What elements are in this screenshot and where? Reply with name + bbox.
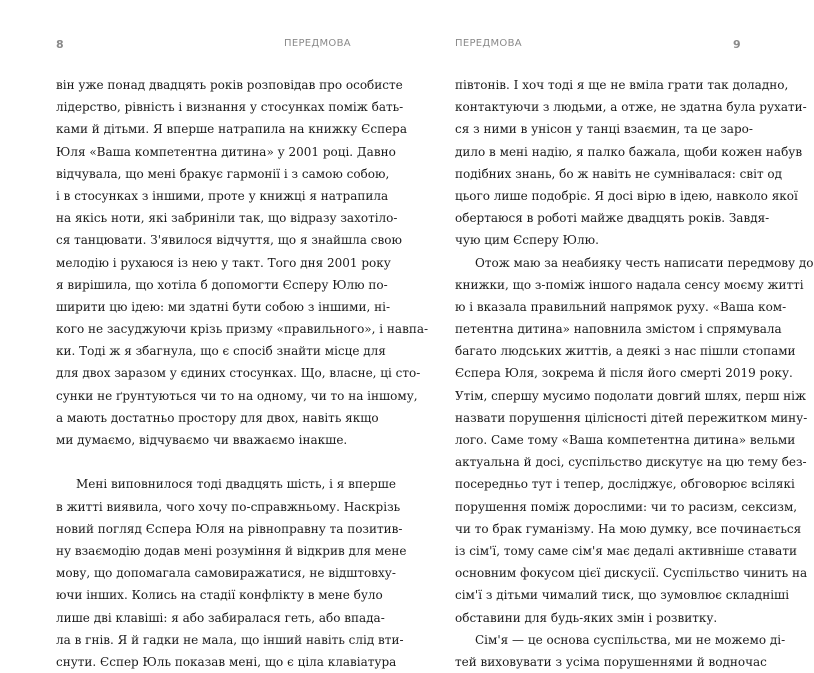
text-line: Мені виповнилося тоді двадцять шість, і я вперше xyxy=(76,477,396,492)
text-line: а мають достатньо простору для двох, навіть якщо xyxy=(56,410,379,425)
text-line: для двох заразом у єдиних стосунках. Що, власне, ці сто- xyxy=(56,366,421,381)
paragraph-gap xyxy=(56,451,344,473)
text-line: лідерство, рівність і визнання у стосунках поміж бать- xyxy=(56,100,404,115)
text-line: на якісь ноти, які забриніли так, що відразу захотіло- xyxy=(56,211,398,226)
text-line: петентна дитина» наповнила змістом і спрямувала xyxy=(455,322,782,337)
paragraph xyxy=(56,473,407,673)
text-line: ну взаємодію додав мені розуміння й відкрив для мене xyxy=(56,543,407,558)
body-text xyxy=(56,74,429,673)
text-line: подібних знань, бо ж навіть не сумнівалася: світ од xyxy=(455,166,783,181)
text-line: Єспера Юля, зокрема й після його смерті 2019 року. xyxy=(455,366,793,381)
text-line: снути. Єспер Юль показав мені, що є ціла клавіатура xyxy=(56,654,397,669)
text-line: контактуючи з людьми, а отже, не здатна була рухати- xyxy=(455,100,807,115)
text-line: півтонів. І хоч тоді я ще не вміла грати так доладно, xyxy=(455,78,789,92)
text-line: ючи інших. Колись на стадії конфлікту в мене було xyxy=(56,588,383,603)
text-line: відчувала, що мені бракує гармонії і з самою собою, xyxy=(56,166,390,181)
text-line: тей виховувати з усіма порушеннями й водночас xyxy=(455,654,767,669)
paragraph xyxy=(455,629,786,673)
paragraph xyxy=(455,74,807,252)
body-text xyxy=(455,74,814,673)
page-number: 8 xyxy=(56,38,64,51)
text-line: Юля «Ваша компетентна дитина» у 2001 році. Давно xyxy=(56,144,396,159)
text-line: ся з ними в унісон у танці взаємин, та це заро- xyxy=(455,122,753,137)
page-number: 9 xyxy=(733,38,741,51)
running-head: ПЕРЕДМОВА xyxy=(284,38,351,49)
text-line: Утім, спершу мусимо подолати довгий шлях, перш ніж xyxy=(455,388,807,403)
text-line: мову, що допомагала самовиражатися, не відштовху- xyxy=(56,566,396,581)
text-line: ками й дітьми. Я вперше натрапила на книжку Єспера xyxy=(56,122,408,137)
text-line: ки. Тоді ж я збагнула, що є спосіб знайти місце для xyxy=(56,344,386,359)
text-line: лого. Саме тому «Ваша компетентна дитина» вельми xyxy=(455,433,796,447)
text-line: я вирішила, що хотіла б допомогти Єсперу Юлю по- xyxy=(56,277,388,292)
text-line: мелодію і рухаюся із нею у такт. Того дня 2001 року xyxy=(56,255,391,270)
text-line: ширити цю ідею: ми здатні бути собою з іншими, ні- xyxy=(56,299,391,314)
text-line: сім'ї з дітьми чималий тиск, що зумовлює складніші xyxy=(455,588,790,603)
text-line: назвати порушення цілісності дітей пережитком мину- xyxy=(455,410,808,425)
right-page xyxy=(400,0,814,669)
text-line: чи то брак гуманізму. На мою думку, все починається xyxy=(455,521,802,536)
text-line: актуальна й досі, суспільство дискутує на цю тему без- xyxy=(455,455,807,470)
text-line: в житті виявила, чого хочу по-справжньому. Наскрізь xyxy=(56,499,401,514)
text-line: Отож маю за неабияку честь написати передмову до xyxy=(475,255,814,270)
text-line: ся танцювати. З'явилося відчуття, що я знайшла свою xyxy=(56,233,402,248)
text-line: кого не засуджуючи крізь призму «правильного», і навпа- xyxy=(56,322,429,337)
paragraph xyxy=(455,252,814,629)
text-line: новий погляд Єспера Юля на рівноправну та позитив- xyxy=(56,521,403,536)
text-line: і в стосунках з іншими, проте у книжці я натрапила xyxy=(56,188,389,203)
text-line: книжки, що з-поміж іншого надала сенсу моєму житті xyxy=(455,277,804,292)
text-line: сунки не ґрунтуються чи то на одному, чи то на іншому, xyxy=(56,388,418,403)
text-line: він уже понад двадцять років розповідав про особисте xyxy=(56,78,403,92)
text-line: дило в мені надію, я палко бажала, щоби кожен набув xyxy=(455,144,803,159)
text-line: цього лише подобріє. Я досі вірю в ідею, навколо якої xyxy=(455,188,798,203)
text-line: порушення поміж дорослими: чи то расизм, сексизм, xyxy=(455,499,798,514)
text-line: ла в гнів. Я й гадки не мала, що інший навіть слід вти- xyxy=(56,632,404,647)
text-line: обставини для будь-яких змін і розвитку. xyxy=(455,610,718,625)
text-line: посередньо тут і тепер, досліджує, обговорює всілякі xyxy=(455,477,795,492)
text-line: чую цим Єсперу Юлю. xyxy=(455,233,599,248)
running-head: ПЕРЕДМОВА xyxy=(455,38,522,49)
text-line: багато людських життів, а деякі з нас пішли стопами xyxy=(455,344,796,359)
text-line: із сім'ї, тому саме сім'я має дедалі активніше ставати xyxy=(455,543,797,558)
text-line: ми думаємо, відчуваємо чи вважаємо інакше. xyxy=(56,433,348,447)
text-line: ю і вказала правильний напрямок руху. «Ваша ком- xyxy=(455,299,787,314)
text-line: обертаюся в роботі майже двадцять років. Завдя- xyxy=(455,211,770,226)
text-line: основним фокусом цієї дискусії. Суспільство чинить на xyxy=(455,566,808,581)
paragraph xyxy=(56,74,429,451)
text-line: Сім'я — це основа суспільства, ми не можемо ді- xyxy=(475,632,786,647)
text-line: лише дві клавіші: я або забиралася геть, або впада- xyxy=(56,610,385,625)
